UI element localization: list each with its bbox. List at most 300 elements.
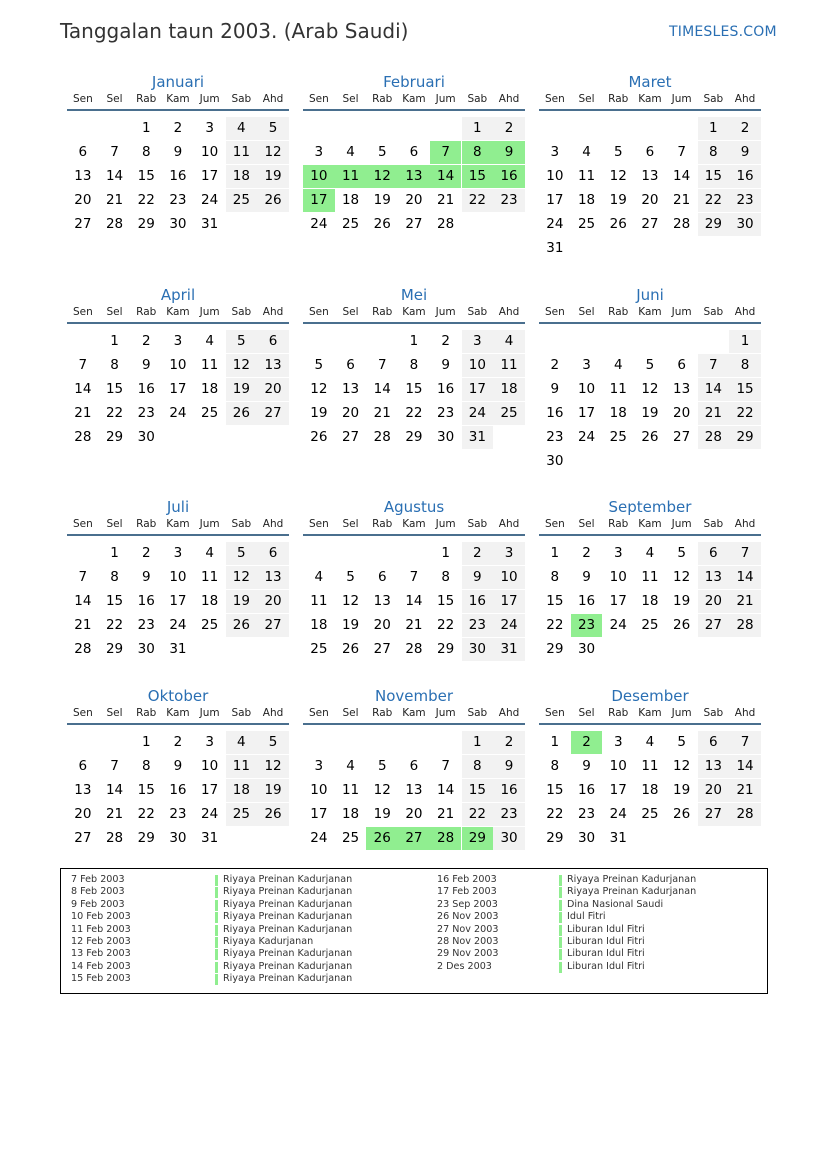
day-cell[interactable]: 8	[462, 755, 494, 778]
day-cell[interactable]: 10	[310, 782, 328, 798]
day-cell[interactable]: 25	[201, 617, 219, 633]
day-cell[interactable]: 4	[613, 357, 623, 373]
day-cell[interactable]: 9	[582, 758, 591, 774]
day-cell[interactable]: 6	[346, 357, 355, 373]
day-cell[interactable]: 15	[137, 168, 155, 184]
day-cell[interactable]: 2	[729, 117, 761, 140]
day-cell[interactable]: 26	[226, 614, 258, 637]
day-cell[interactable]: 21	[729, 779, 761, 802]
day-cell[interactable]: 6	[409, 758, 419, 774]
day-cell[interactable]: 26	[257, 189, 289, 212]
day-cell[interactable]: 10	[546, 168, 564, 184]
day-cell[interactable]: 16	[577, 593, 596, 609]
day-cell[interactable]: 19	[226, 378, 258, 401]
day-cell[interactable]: 11	[641, 569, 659, 585]
day-cell[interactable]: 18	[341, 806, 360, 822]
day-cell[interactable]: 22	[698, 189, 730, 212]
day-cell[interactable]: 2	[141, 333, 151, 349]
day-cell[interactable]: 24	[169, 405, 187, 421]
day-cell[interactable]: 1	[462, 731, 494, 754]
day-cell[interactable]: 30	[462, 638, 494, 661]
day-cell[interactable]: 14	[74, 381, 92, 397]
day-cell[interactable]: 15	[462, 779, 494, 802]
day-cell[interactable]: 19	[341, 617, 360, 633]
day-cell[interactable]: 18	[341, 192, 360, 208]
day-cell[interactable]: 14	[105, 168, 124, 184]
holiday-day-cell[interactable]: 11	[335, 165, 367, 188]
day-cell[interactable]: 14	[437, 782, 455, 798]
day-cell[interactable]: 17	[577, 405, 596, 421]
day-cell[interactable]: 6	[78, 758, 88, 774]
day-cell[interactable]: 18	[609, 405, 627, 421]
day-cell[interactable]: 23	[462, 614, 494, 637]
day-cell[interactable]: 22	[462, 803, 494, 826]
day-cell[interactable]: 16	[137, 381, 155, 397]
day-cell[interactable]: 11	[493, 354, 525, 377]
day-cell[interactable]: 24	[169, 617, 187, 633]
day-cell[interactable]: 2	[462, 542, 494, 565]
day-cell[interactable]: 9	[729, 141, 761, 164]
day-cell[interactable]: 2	[582, 545, 591, 561]
day-cell[interactable]: 15	[137, 782, 155, 798]
day-cell[interactable]: 27	[257, 614, 289, 637]
day-cell[interactable]: 3	[205, 120, 214, 136]
day-cell[interactable]: 27	[74, 830, 92, 846]
day-cell[interactable]: 28	[729, 614, 761, 637]
day-cell[interactable]: 24	[493, 614, 525, 637]
day-cell[interactable]: 7	[677, 144, 686, 160]
day-cell[interactable]: 15	[729, 378, 761, 401]
day-cell[interactable]: 9	[582, 569, 591, 585]
day-cell[interactable]: 14	[729, 566, 761, 589]
day-cell[interactable]: 8	[409, 357, 419, 373]
day-cell[interactable]: 10	[493, 566, 525, 589]
day-cell[interactable]: 22	[105, 405, 124, 421]
day-cell[interactable]: 30	[137, 429, 155, 445]
day-cell[interactable]: 12	[226, 354, 258, 377]
day-cell[interactable]: 17	[493, 590, 525, 613]
day-cell[interactable]: 3	[550, 144, 560, 160]
day-cell[interactable]: 5	[257, 731, 289, 754]
day-cell[interactable]: 19	[373, 806, 391, 822]
day-cell[interactable]: 13	[257, 354, 289, 377]
day-cell[interactable]: 26	[609, 216, 627, 232]
day-cell[interactable]: 30	[729, 213, 761, 236]
day-cell[interactable]: 11	[226, 141, 258, 164]
day-cell[interactable]: 18	[493, 378, 525, 401]
day-cell[interactable]: 21	[437, 806, 455, 822]
day-cell[interactable]: 20	[405, 806, 423, 822]
day-cell[interactable]: 6	[78, 144, 88, 160]
day-cell[interactable]: 7	[110, 758, 119, 774]
day-cell[interactable]: 23	[729, 189, 761, 212]
day-cell[interactable]: 20	[673, 405, 691, 421]
day-cell[interactable]: 29	[137, 830, 155, 846]
day-cell[interactable]: 26	[226, 402, 258, 425]
day-cell[interactable]: 28	[74, 429, 92, 445]
day-cell[interactable]: 8	[550, 758, 560, 774]
day-cell[interactable]: 22	[546, 806, 564, 822]
day-cell[interactable]: 23	[137, 405, 155, 421]
day-cell[interactable]: 5	[377, 758, 387, 774]
day-cell[interactable]: 29	[698, 213, 730, 236]
day-cell[interactable]: 3	[314, 758, 324, 774]
day-cell[interactable]: 14	[105, 782, 124, 798]
day-cell[interactable]: 23	[437, 405, 455, 421]
day-cell[interactable]: 25	[341, 216, 360, 232]
day-cell[interactable]: 1	[462, 117, 494, 140]
day-cell[interactable]: 4	[645, 734, 655, 750]
day-cell[interactable]: 18	[201, 593, 219, 609]
day-cell[interactable]: 13	[698, 566, 730, 589]
day-cell[interactable]: 8	[141, 758, 151, 774]
day-cell[interactable]: 1	[141, 734, 151, 750]
day-cell[interactable]: 3	[582, 357, 591, 373]
day-cell[interactable]: 11	[226, 755, 258, 778]
day-cell[interactable]: 4	[205, 333, 214, 349]
day-cell[interactable]: 5	[677, 545, 686, 561]
day-cell[interactable]: 16	[546, 405, 564, 421]
day-cell[interactable]: 8	[110, 357, 119, 373]
day-cell[interactable]: 2	[493, 117, 525, 140]
day-cell[interactable]: 19	[257, 779, 289, 802]
day-cell[interactable]: 10	[609, 569, 627, 585]
day-cell[interactable]: 7	[698, 354, 730, 377]
day-cell[interactable]: 29	[729, 426, 761, 449]
holiday-day-cell[interactable]: 27	[398, 827, 430, 850]
day-cell[interactable]: 4	[314, 569, 324, 585]
day-cell[interactable]: 16	[169, 168, 187, 184]
day-cell[interactable]: 13	[698, 755, 730, 778]
holiday-day-cell[interactable]: 16	[493, 165, 525, 188]
day-cell[interactable]: 17	[201, 782, 219, 798]
day-cell[interactable]: 30	[137, 641, 155, 657]
day-cell[interactable]: 22	[137, 806, 155, 822]
day-cell[interactable]: 19	[609, 192, 627, 208]
day-cell[interactable]: 19	[310, 405, 328, 421]
day-cell[interactable]: 7	[78, 569, 88, 585]
day-cell[interactable]: 12	[641, 381, 659, 397]
day-cell[interactable]: 22	[105, 617, 124, 633]
day-cell[interactable]: 9	[462, 566, 494, 589]
day-cell[interactable]: 21	[437, 192, 455, 208]
day-cell[interactable]: 28	[105, 830, 124, 846]
day-cell[interactable]: 19	[226, 590, 258, 613]
day-cell[interactable]: 10	[201, 758, 219, 774]
day-cell[interactable]: 29	[105, 429, 124, 445]
day-cell[interactable]: 19	[673, 593, 691, 609]
day-cell[interactable]: 28	[729, 803, 761, 826]
day-cell[interactable]: 29	[546, 641, 564, 657]
day-cell[interactable]: 28	[74, 641, 92, 657]
day-cell[interactable]: 12	[341, 593, 360, 609]
day-cell[interactable]: 15	[405, 381, 423, 397]
day-cell[interactable]: 2	[141, 545, 151, 561]
day-cell[interactable]: 9	[550, 381, 560, 397]
day-cell[interactable]: 9	[493, 755, 525, 778]
day-cell[interactable]: 1	[110, 545, 119, 561]
day-cell[interactable]: 1	[698, 117, 730, 140]
day-cell[interactable]: 31	[609, 830, 627, 846]
day-cell[interactable]: 27	[698, 803, 730, 826]
day-cell[interactable]: 13	[641, 168, 659, 184]
day-cell[interactable]: 29	[405, 429, 423, 445]
day-cell[interactable]: 16	[462, 590, 494, 613]
day-cell[interactable]: 12	[673, 758, 691, 774]
day-cell[interactable]: 22	[137, 192, 155, 208]
holiday-day-cell[interactable]: 15	[462, 165, 494, 188]
day-cell[interactable]: 3	[173, 545, 183, 561]
day-cell[interactable]: 29	[546, 830, 564, 846]
brand-link[interactable]: TIMESLES.COM	[669, 24, 777, 40]
day-cell[interactable]: 15	[105, 593, 124, 609]
day-cell[interactable]: 4	[582, 144, 591, 160]
day-cell[interactable]: 7	[110, 144, 119, 160]
day-cell[interactable]: 21	[673, 192, 691, 208]
day-cell[interactable]: 1	[409, 333, 419, 349]
day-cell[interactable]: 31	[493, 638, 525, 661]
day-cell[interactable]: 10	[462, 354, 494, 377]
day-cell[interactable]: 20	[405, 192, 423, 208]
day-cell[interactable]: 7	[377, 357, 387, 373]
day-cell[interactable]: 2	[493, 731, 525, 754]
day-cell[interactable]: 20	[257, 378, 289, 401]
day-cell[interactable]: 1	[550, 545, 560, 561]
day-cell[interactable]: 12	[609, 168, 627, 184]
day-cell[interactable]: 4	[226, 117, 258, 140]
day-cell[interactable]: 17	[169, 381, 187, 397]
holiday-day-cell[interactable]: 7	[430, 141, 462, 164]
day-cell[interactable]: 28	[105, 216, 124, 232]
day-cell[interactable]: 3	[173, 333, 183, 349]
day-cell[interactable]: 26	[373, 216, 391, 232]
day-cell[interactable]: 31	[462, 426, 494, 449]
day-cell[interactable]: 23	[137, 617, 155, 633]
day-cell[interactable]: 26	[341, 641, 360, 657]
day-cell[interactable]: 13	[257, 566, 289, 589]
day-cell[interactable]: 13	[673, 381, 691, 397]
day-cell[interactable]: 13	[405, 782, 423, 798]
day-cell[interactable]: 25	[201, 405, 219, 421]
day-cell[interactable]: 7	[441, 758, 450, 774]
day-cell[interactable]: 24	[201, 806, 219, 822]
day-cell[interactable]: 7	[729, 731, 761, 754]
day-cell[interactable]: 21	[74, 617, 92, 633]
day-cell[interactable]: 23	[169, 806, 187, 822]
day-cell[interactable]: 12	[257, 141, 289, 164]
day-cell[interactable]: 27	[641, 216, 659, 232]
day-cell[interactable]: 3	[493, 542, 525, 565]
day-cell[interactable]: 19	[673, 782, 691, 798]
day-cell[interactable]: 21	[105, 806, 124, 822]
day-cell[interactable]: 5	[377, 144, 387, 160]
day-cell[interactable]: 25	[226, 803, 258, 826]
day-cell[interactable]: 3	[613, 734, 623, 750]
day-cell[interactable]: 9	[173, 144, 183, 160]
day-cell[interactable]: 8	[141, 144, 151, 160]
day-cell[interactable]: 22	[405, 405, 423, 421]
day-cell[interactable]: 24	[310, 830, 328, 846]
day-cell[interactable]: 8	[110, 569, 119, 585]
day-cell[interactable]: 19	[257, 165, 289, 188]
day-cell[interactable]: 15	[546, 593, 564, 609]
day-cell[interactable]: 25	[609, 429, 627, 445]
day-cell[interactable]: 4	[346, 144, 355, 160]
day-cell[interactable]: 31	[201, 830, 219, 846]
day-cell[interactable]: 5	[677, 734, 686, 750]
day-cell[interactable]: 26	[310, 429, 328, 445]
day-cell[interactable]: 23	[546, 429, 564, 445]
day-cell[interactable]: 22	[462, 189, 494, 212]
holiday-day-cell[interactable]: 8	[462, 141, 494, 164]
day-cell[interactable]: 7	[78, 357, 88, 373]
day-cell[interactable]: 28	[373, 429, 391, 445]
day-cell[interactable]: 16	[493, 779, 525, 802]
day-cell[interactable]: 9	[141, 357, 151, 373]
day-cell[interactable]: 30	[546, 453, 564, 469]
day-cell[interactable]: 5	[226, 542, 258, 565]
day-cell[interactable]: 30	[493, 827, 525, 850]
day-cell[interactable]: 27	[341, 429, 360, 445]
holiday-day-cell[interactable]: 28	[430, 827, 462, 850]
day-cell[interactable]: 9	[141, 569, 151, 585]
day-cell[interactable]: 10	[169, 357, 187, 373]
day-cell[interactable]: 12	[257, 755, 289, 778]
day-cell[interactable]: 23	[577, 806, 596, 822]
day-cell[interactable]: 14	[673, 168, 691, 184]
day-cell[interactable]: 30	[169, 830, 187, 846]
day-cell[interactable]: 9	[441, 357, 450, 373]
day-cell[interactable]: 25	[641, 617, 659, 633]
day-cell[interactable]: 15	[437, 593, 455, 609]
day-cell[interactable]: 20	[698, 590, 730, 613]
day-cell[interactable]: 5	[257, 117, 289, 140]
day-cell[interactable]: 26	[673, 806, 691, 822]
day-cell[interactable]: 10	[201, 144, 219, 160]
day-cell[interactable]: 15	[546, 782, 564, 798]
holiday-day-cell[interactable]: 13	[398, 165, 430, 188]
day-cell[interactable]: 23	[169, 192, 187, 208]
day-cell[interactable]: 24	[310, 216, 328, 232]
day-cell[interactable]: 25	[577, 216, 596, 232]
day-cell[interactable]: 2	[173, 120, 183, 136]
day-cell[interactable]: 6	[257, 330, 289, 353]
day-cell[interactable]: 19	[373, 192, 391, 208]
day-cell[interactable]: 16	[577, 782, 596, 798]
day-cell[interactable]: 17	[310, 806, 328, 822]
day-cell[interactable]: 30	[577, 830, 596, 846]
day-cell[interactable]: 10	[169, 569, 187, 585]
day-cell[interactable]: 20	[74, 806, 92, 822]
day-cell[interactable]: 11	[609, 381, 627, 397]
day-cell[interactable]: 13	[74, 782, 92, 798]
day-cell[interactable]: 28	[698, 426, 730, 449]
day-cell[interactable]: 8	[698, 141, 730, 164]
day-cell[interactable]: 13	[74, 168, 92, 184]
day-cell[interactable]: 11	[641, 758, 659, 774]
day-cell[interactable]: 4	[346, 758, 355, 774]
day-cell[interactable]: 14	[729, 755, 761, 778]
day-cell[interactable]: 18	[641, 593, 659, 609]
day-cell[interactable]: 11	[201, 569, 219, 585]
day-cell[interactable]: 5	[346, 569, 355, 585]
day-cell[interactable]: 21	[698, 402, 730, 425]
day-cell[interactable]: 17	[201, 168, 219, 184]
day-cell[interactable]: 6	[409, 144, 419, 160]
day-cell[interactable]: 29	[105, 641, 124, 657]
day-cell[interactable]: 12	[373, 782, 391, 798]
day-cell[interactable]: 26	[641, 429, 659, 445]
day-cell[interactable]: 22	[729, 402, 761, 425]
day-cell[interactable]: 6	[677, 357, 686, 373]
day-cell[interactable]: 26	[257, 803, 289, 826]
day-cell[interactable]: 21	[373, 405, 391, 421]
day-cell[interactable]: 2	[173, 734, 183, 750]
day-cell[interactable]: 24	[609, 617, 627, 633]
day-cell[interactable]: 8	[729, 354, 761, 377]
day-cell[interactable]: 5	[226, 330, 258, 353]
day-cell[interactable]: 30	[169, 216, 187, 232]
day-cell[interactable]: 18	[577, 192, 596, 208]
day-cell[interactable]: 29	[437, 641, 455, 657]
day-cell[interactable]: 27	[673, 429, 691, 445]
day-cell[interactable]: 4	[226, 731, 258, 754]
holiday-day-cell[interactable]: 12	[366, 165, 398, 188]
day-cell[interactable]: 16	[437, 381, 455, 397]
day-cell[interactable]: 21	[105, 192, 124, 208]
day-cell[interactable]: 28	[673, 216, 691, 232]
day-cell[interactable]: 25	[310, 641, 328, 657]
holiday-day-cell[interactable]: 9	[493, 141, 525, 164]
day-cell[interactable]: 19	[641, 405, 659, 421]
day-cell[interactable]: 3	[205, 734, 214, 750]
day-cell[interactable]: 17	[462, 378, 494, 401]
day-cell[interactable]: 30	[437, 429, 455, 445]
day-cell[interactable]: 1	[441, 545, 450, 561]
day-cell[interactable]: 20	[373, 617, 391, 633]
day-cell[interactable]: 24	[462, 402, 494, 425]
day-cell[interactable]: 25	[641, 806, 659, 822]
day-cell[interactable]: 23	[493, 189, 525, 212]
day-cell[interactable]: 6	[377, 569, 387, 585]
day-cell[interactable]: 31	[546, 240, 564, 256]
day-cell[interactable]: 14	[698, 378, 730, 401]
day-cell[interactable]: 31	[201, 216, 219, 232]
day-cell[interactable]: 24	[546, 216, 564, 232]
day-cell[interactable]: 3	[613, 545, 623, 561]
holiday-day-cell[interactable]: 14	[430, 165, 462, 188]
day-cell[interactable]: 17	[609, 782, 627, 798]
day-cell[interactable]: 18	[310, 617, 328, 633]
day-cell[interactable]: 14	[405, 593, 423, 609]
day-cell[interactable]: 1	[550, 734, 560, 750]
day-cell[interactable]: 14	[74, 593, 92, 609]
day-cell[interactable]: 27	[257, 402, 289, 425]
day-cell[interactable]: 12	[673, 569, 691, 585]
day-cell[interactable]: 18	[226, 779, 258, 802]
day-cell[interactable]: 11	[341, 782, 360, 798]
day-cell[interactable]: 27	[74, 216, 92, 232]
day-cell[interactable]: 12	[226, 566, 258, 589]
day-cell[interactable]: 7	[729, 542, 761, 565]
day-cell[interactable]: 8	[550, 569, 560, 585]
day-cell[interactable]: 20	[641, 192, 659, 208]
day-cell[interactable]: 22	[437, 617, 455, 633]
day-cell[interactable]: 17	[169, 593, 187, 609]
day-cell[interactable]: 27	[373, 641, 391, 657]
day-cell[interactable]: 21	[74, 405, 92, 421]
day-cell[interactable]: 20	[257, 590, 289, 613]
